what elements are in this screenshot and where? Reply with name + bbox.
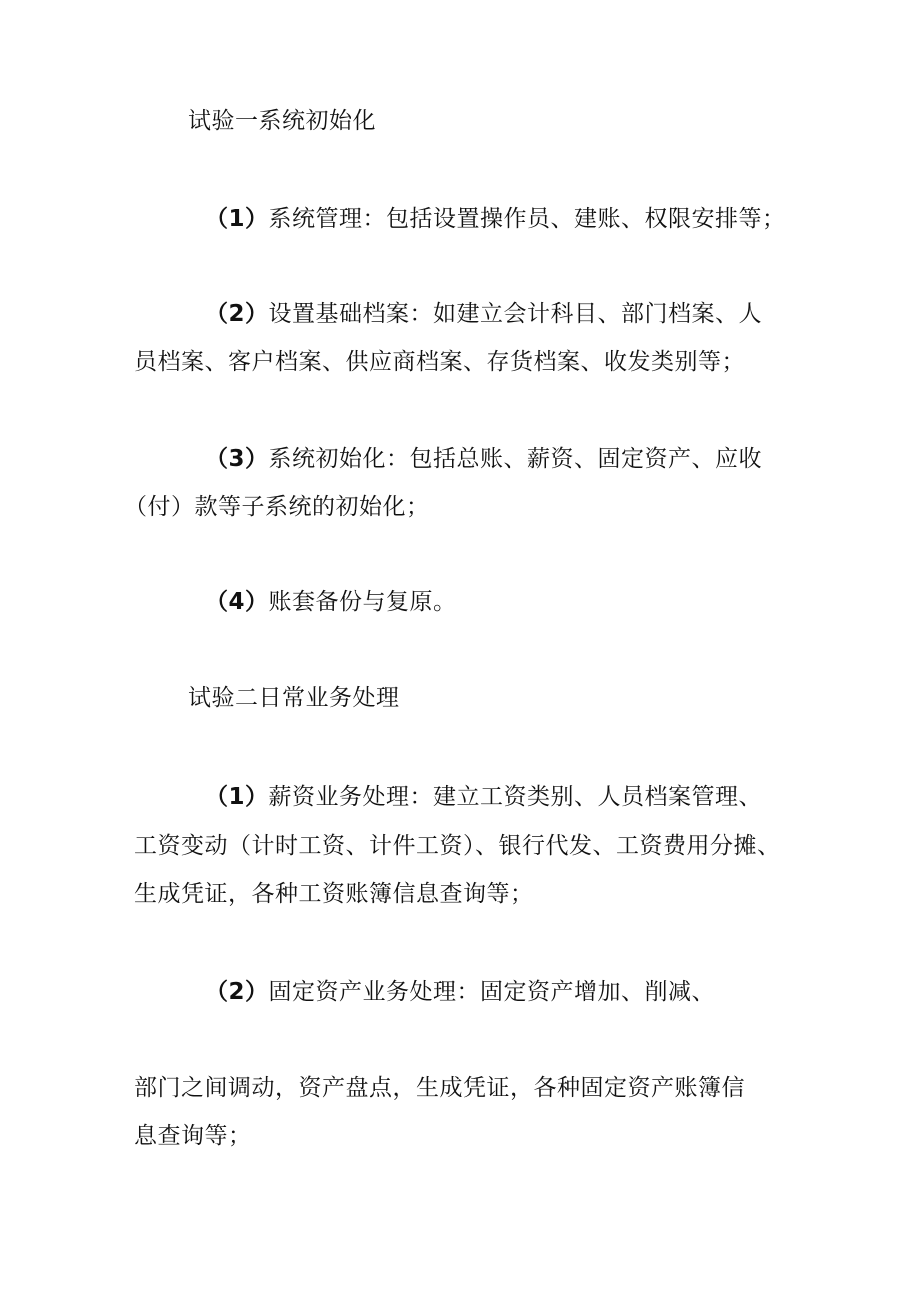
item-2-2-cont-2: 息查询等； — [134, 1123, 252, 1149]
item-1-1 — [205, 202, 786, 236]
item-number: （2） — [205, 301, 269, 327]
item-number: （1） — [205, 784, 269, 810]
item-1-3 — [205, 442, 762, 476]
item-number: （1） — [205, 206, 269, 232]
item-1-2-cont: 员档案、客户档案、供应商档案、存货档案、收发类别等； — [134, 349, 745, 375]
item-text: 固定资产业务处理：固定资产增加、削减、 — [268, 979, 716, 1005]
item-text: 账套备份与复原。 — [268, 589, 457, 615]
item-2-1 — [205, 780, 762, 814]
section-heading-1: 试验一系统初始化 — [188, 108, 376, 134]
item-1-2 — [205, 297, 762, 331]
item-2-2 — [205, 975, 715, 1009]
section-heading-2: 试验二日常业务处理 — [188, 685, 400, 711]
item-2-1-cont-2: 生成凭证，各种工资账簿信息查询等； — [134, 881, 534, 907]
item-1-3-cont: （付）款等子系统的初始化； — [124, 494, 430, 520]
item-text: 设置基础档案：如建立会计科目、部门档案、人 — [268, 301, 763, 327]
item-text: 系统管理：包括设置操作员、建账、权限安排等； — [268, 206, 786, 232]
item-1-4 — [205, 585, 457, 619]
item-text: 薪资业务处理：建立工资类别、人员档案管理、 — [268, 784, 763, 810]
item-number: （3） — [205, 446, 269, 472]
item-number: （2） — [205, 979, 269, 1005]
item-2-2-cont-1: 部门之间调动，资产盘点，生成凭证，各种固定资产账簿信 — [134, 1075, 745, 1101]
item-text: 系统初始化：包括总账、薪资、固定资产、应收 — [268, 446, 763, 472]
item-2-1-cont-1: 工资变动（计时工资、计件工资）、银行代发、工资费用分摊、 — [134, 833, 781, 859]
item-number: （4） — [205, 589, 269, 615]
